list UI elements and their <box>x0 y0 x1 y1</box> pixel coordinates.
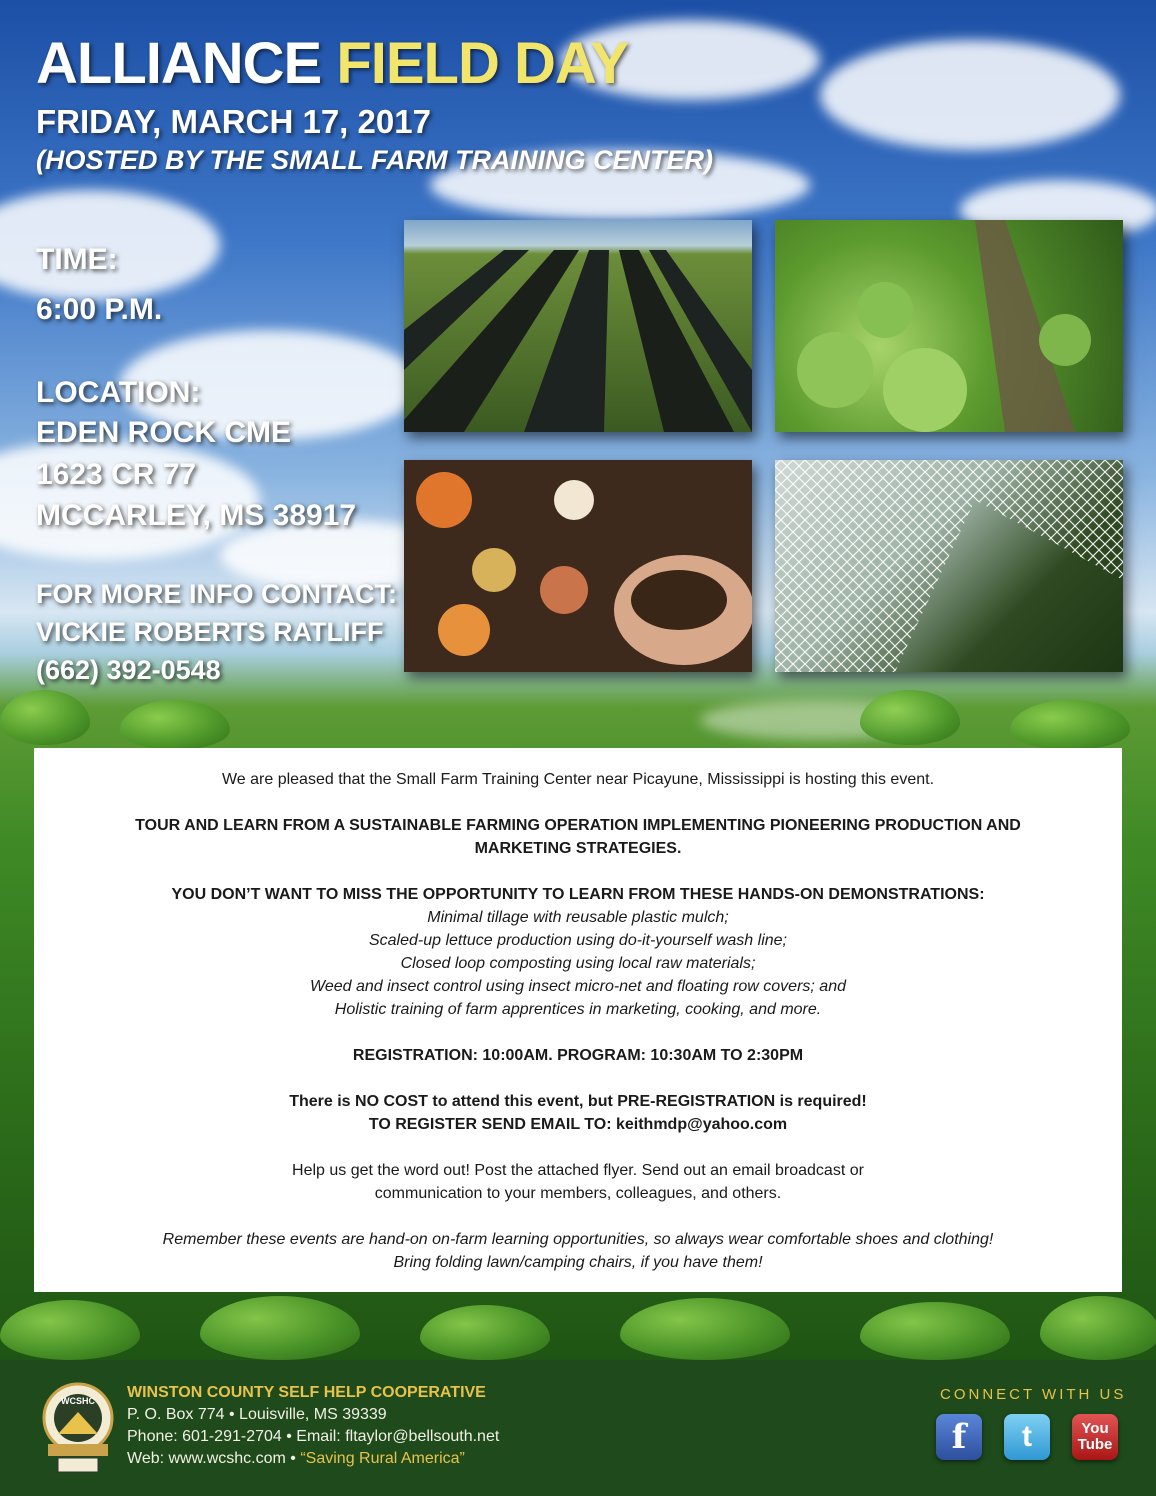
twitter-glyph: t <box>1022 1420 1032 1453</box>
intro-text: We are pleased that the Small Farm Training Center near Picayune, Mississippi is hosting this event. <box>221 771 935 788</box>
youtube-icon[interactable] <box>1072 1414 1118 1460</box>
org-phone-email: Phone: 601-291-2704 • Email: fltaylor@bellsouth.net <box>127 1428 500 1445</box>
reminder-line: Remember these events are hand-on on-farm learning opportunities, so always wear comfortable shoes and clothing! <box>162 1231 994 1248</box>
location-line: 1623 CR 77 <box>36 458 197 491</box>
help-text-line: Help us get the word out! Post the attached flyer. Send out an email broadcast or <box>292 1162 864 1179</box>
twitter-icon[interactable] <box>1004 1414 1050 1460</box>
photo-insect-net <box>775 460 1123 672</box>
event-title: ALLIANCE FIELD DAY <box>36 31 629 96</box>
logo-text: WCSHC <box>61 1396 95 1406</box>
reminder-line: Bring folding lawn/camping chairs, if you have them! <box>393 1254 763 1271</box>
schedule-text: REGISTRATION: 10:00AM. PROGRAM: 10:30AM TO 2:30PM <box>352 1047 804 1064</box>
tour-heading-line: TOUR AND LEARN FROM A SUSTAINABLE FARMING OPERATION IMPLEMENTING PIONEERING PRODUCTION AND <box>135 817 1021 834</box>
connect-label: CONNECT WITH US <box>940 1386 1127 1403</box>
org-web-link[interactable]: Web: www.wcshc.com • <box>127 1450 301 1467</box>
org-slogan: “Saving Rural America” <box>300 1450 465 1467</box>
location-line: EDEN ROCK CME <box>36 416 292 449</box>
youtube-glyph-bottom: Tube <box>1077 1436 1113 1453</box>
time-value: 6:00 P.M. <box>36 293 163 326</box>
photo-lettuce-rows <box>775 220 1123 432</box>
event-date: FRIDAY, MARCH 17, 2017 <box>36 103 431 140</box>
org-web <box>127 1448 499 1470</box>
demo-item: Holistic training of farm apprentices in marketing, cooking, and more. <box>334 1001 822 1018</box>
cost-text: There is NO COST to attend this event, but PRE-REGISTRATION is required! <box>289 1093 867 1110</box>
facebook-icon[interactable] <box>936 1414 982 1460</box>
contact-phone: (662) 392-0548 <box>36 655 221 685</box>
org-address: P. O. Box 774 • Louisville, MS 39339 <box>127 1406 387 1423</box>
location-label: LOCATION: <box>36 376 201 409</box>
demo-item: Scaled-up lettuce production using do-it-yourself wash line; <box>368 932 787 949</box>
tour-heading-line: MARKETING STRATEGIES. <box>474 840 682 857</box>
facebook-glyph: f <box>951 1417 967 1457</box>
location-line: MCCARLEY, MS 38917 <box>36 499 357 532</box>
event-host: (HOSTED BY THE SMALL FARM TRAINING CENTER) <box>36 145 714 175</box>
contact-name: VICKIE ROBERTS RATLIFF <box>36 617 384 647</box>
photo-compost-hands <box>404 460 752 672</box>
demos-heading: YOU DON’T WANT TO MISS THE OPPORTUNITY TO LEARN FROM THESE HANDS-ON DEMONSTRATIONS: <box>171 886 985 903</box>
contact-label: FOR MORE INFO CONTACT: <box>36 579 397 609</box>
event-description-panel <box>34 748 1122 1292</box>
register-email-text[interactable]: TO REGISTER SEND EMAIL TO: keithmdp@yahoo.com <box>368 1116 788 1133</box>
demo-item: Closed loop composting using local raw materials; <box>400 955 756 972</box>
org-name: WINSTON COUNTY SELF HELP COOPERATIVE <box>127 1384 486 1401</box>
youtube-glyph-top: You <box>1081 1420 1109 1437</box>
demo-item: Minimal tillage with reusable plastic mulch; <box>427 909 729 926</box>
wcshc-logo <box>40 1380 116 1476</box>
time-label: TIME: <box>36 243 118 276</box>
photo-plastic-mulch-rows <box>404 220 752 432</box>
org-contact-block <box>127 1382 499 1470</box>
help-text-line: communication to your members, colleagues, and others. <box>374 1185 782 1202</box>
demo-item: Weed and insect control using insect micro-net and floating row covers; and <box>310 978 846 995</box>
